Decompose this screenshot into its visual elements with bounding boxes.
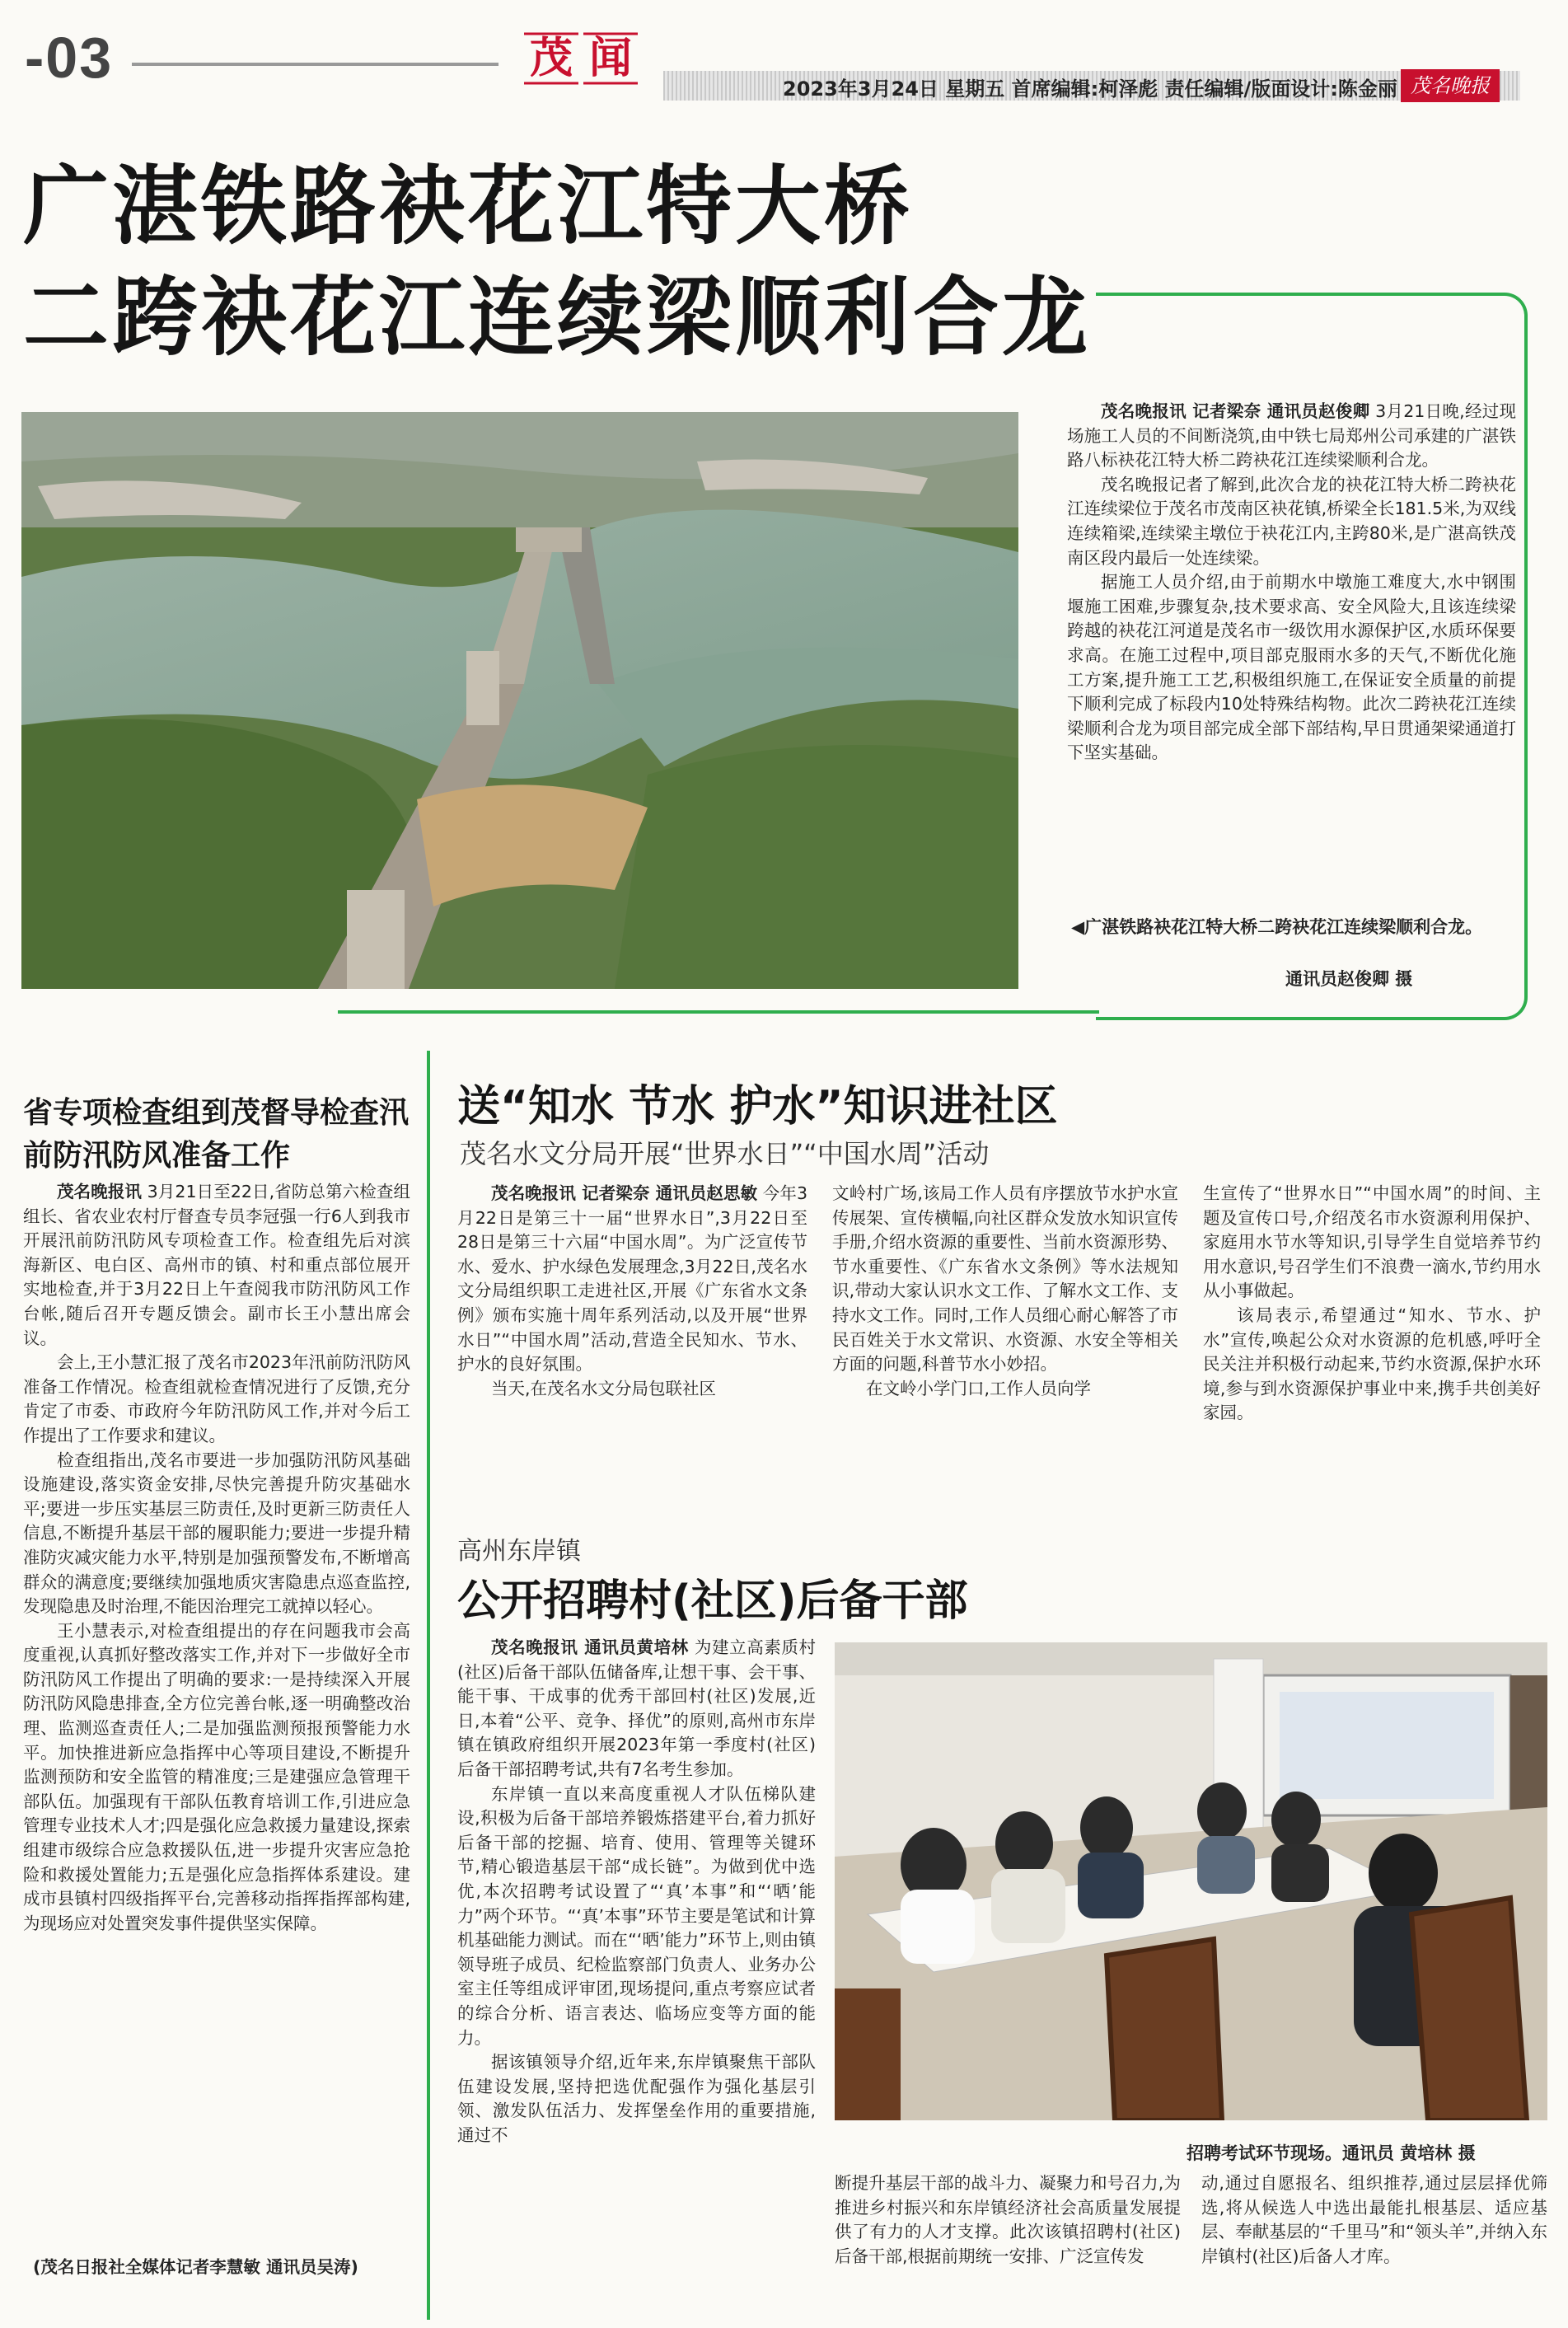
water-article-col1 [457, 1182, 807, 1401]
recruit-byline: 茂名晚报讯 通讯员黄培林 [491, 1637, 689, 1657]
recruit-article-col1 [457, 1636, 816, 2148]
recruit-col2-paragraph-1: 断提升基层干部的战斗力、凝聚力和号召力,为推进乡村振兴和东岸镇经济社会高质量发展提供了有力的人才支撑。此次该镇招聘村(社区)后备干部,根据前期统一安排、广泛宣传发 [835, 2173, 1181, 2266]
water-byline: 茂名晚报讯 记者梁奈 通讯员赵思敏 [491, 1183, 758, 1203]
header-meta: 2023年3月24日 星期五 首席编辑:柯泽彪 责任编辑/版面设计:陈金丽 [783, 77, 1397, 101]
left-paragraph-2: 会上,王小慧汇报了茂名市2023年汛前防汛防风准备工作情况。检查组就检查情况进行了反馈,充分肯定了市委、市政府今年防汛防风工作,并对今后工作提出了工作要求和建议。 [23, 1352, 410, 1445]
left-article-credit: (茂名日报社全媒体记者李慧敏 通讯员吴涛) [33, 2257, 358, 2277]
recruit-article-col3 [1201, 2171, 1547, 2269]
main-paragraph-1 [1067, 400, 1516, 473]
left-paragraph-4: 王小慧表示,对检查组提出的存在问题我市会高度重视,认真抓好整改落实工作,并对下一步做好全市防汛防风工作提出了明确的要求:一是持续深入开展防汛防风隐患排查,全方位完善台帐,逐一明确整改治理、监测巡查责任人;二是加强监测预报预警能力水平。加快推进新应急指挥中心等项目建设,不断提升监测预防和安全监管的精准度;三是建强应急管理干部队伍。加强现有干部队伍教育培训工作,引进应急管理专业技术人才;四是强化应急救援力量建设,探索组建市级综合应急救援队伍,进一步提升灾害应急抢险和救援处置能力;五是强化应急指挥体系建设。建成市县镇村四级指挥平台,完善移动指挥指挥部构建,为现场应对处置突发事件提供坚实保障。 [23, 1620, 410, 1933]
bridge-photo [21, 412, 1018, 989]
bridge-photo-caption: ◀广湛铁路袂花江特大桥二跨袂花江连续梁顺利合龙。 [1071, 917, 1483, 937]
recruit-col1-paragraph-1-text: 为建立高素质村(社区)后备干部队伍储备库,让想干事、会干事、能干事、干成事的优秀干部回村(社区)发展,近日,本着“公平、竞争、择优”的原则,高州市东岸镇在镇政府组织开展2023年第一季度村(社区)后备干部招聘考试,共有7名考生参加。 [457, 1637, 816, 1779]
exam-photo [835, 1642, 1547, 2120]
section-char-1: 茂 [529, 34, 573, 83]
main-byline: 茂名晚报讯 记者梁奈 通讯员赵俊卿 [1101, 401, 1370, 421]
recruit-article-title: 公开招聘村(社区)后备干部 [457, 1576, 968, 1626]
left-paragraph-1 [23, 1180, 410, 1351]
bridge-photo-credit: 通讯员赵俊卿 摄 [1285, 969, 1413, 989]
main-article-body [1067, 400, 1516, 766]
water-col1-paragraph-1 [457, 1182, 807, 1377]
section-char-2: 闻 [588, 34, 632, 83]
exam-photo-caption: 招聘考试环节现场。通讯员 黄培林 摄 [1187, 2143, 1476, 2163]
main-paragraph-3: 据施工人员介绍,由于前期水中墩施工难度大,水中钢围堰施工困难,步骤复杂,技术要求高、安全风险大,且该连续梁跨越的袂花江河道是茂名市一级饮用水源保护区,水质环保要求高。在施工过程中,项目部克服雨水多的天气,不断优化施工方案,提升施工工艺,积极组织施工,在保证安全质量的前提下顺利完成了标段内10处特殊结构物。此次二跨袂花江连续梁顺利合龙为项目部完成全部下部结构,早日贯通架梁通道打下坚实基础。 [1067, 572, 1516, 763]
recruit-col3-paragraph-1: 动,通过自愿报名、组织推荐,通过层层择优筛选,将从候选人中选出最能扎根基层、适应基层、奉献基层的“千里马”和“领头羊”,并纳入东岸镇村(社区)后备人才库。 [1201, 2173, 1547, 2266]
water-col3-paragraph-1: 生宣传了“世界水日”“中国水周”的时间、主题及宣传口号,介绍茂名市水资源利用保护、家庭用水节水等知识,引导学生自觉培养节约用水意识,号召学生们不浪费一滴水,节约用水从小事做起。 [1203, 1183, 1541, 1301]
water-col3-paragraph-2: 该局表示,希望通过“知水、节水、护水”宣传,唤起公众对水资源的危机感,呼吁全民关注并积极行动起来,节约水资源,保护水环境,参与到水资源保护事业中来,携手共创美好家园。 [1203, 1305, 1541, 1423]
newspaper-logo: 茂名晚报 [1401, 69, 1500, 102]
water-article-col3 [1203, 1182, 1541, 1426]
recruit-article-col2 [835, 2171, 1181, 2269]
section-tag [519, 29, 643, 88]
water-col1-paragraph-2: 当天,在茂名水文分局包联社区 [491, 1378, 717, 1398]
water-article-title: 送“知水 节水 护水”知识进社区 [457, 1082, 1058, 1131]
column-divider [427, 1051, 430, 2320]
water-col1-paragraph-1-text: 今年3月22日是第三十一届“世界水日”,3月22日至28日是第三十六届“中国水周”。为广泛宣传节水、爱水、护水绿色发展理念,3月22日,茂名水文分局组织职工走进社区,开展《广东省水文条例》颁布实施十周年系列活动,以及开展“世界水日”“中国水周”活动,营造全民知水、节水、护水的良好氛围。 [457, 1183, 807, 1375]
recruit-col1-paragraph-1 [457, 1636, 816, 1782]
left-article-title: 省专项检查组到茂督导检查汛前防汛防风准备工作 [23, 1096, 410, 1173]
recruit-article-kicker: 高州东岸镇 [457, 1537, 581, 1566]
water-col2-paragraph-2: 在文岭小学门口,工作人员向学 [866, 1378, 1092, 1398]
green-frame-bottom [338, 1010, 1099, 1014]
main-paragraph-1-text: 3月21日晚,经过现场施工人员的不间断浇筑,由中铁七局郑州公司承建的广湛铁路八标袂花江特大桥二跨袂花江连续梁顺利合龙。 [1067, 401, 1516, 471]
page-number: -03 [25, 26, 114, 90]
main-paragraph-2: 茂名晚报记者了解到,此次合龙的袂花江特大桥二跨袂花江连续梁位于茂名市茂南区袂花镇,桥梁全长181.5米,为双线连续箱梁,连续梁主墩位于袂花江内,主跨80米,是广湛高铁茂南区段内最后一处连续梁。 [1067, 474, 1516, 568]
left-byline: 茂名晚报讯 [57, 1182, 143, 1201]
header-rule [132, 63, 498, 66]
water-article-col2 [832, 1182, 1178, 1401]
recruit-col1-paragraph-3: 据该镇领导介绍,近年来,东岸镇聚焦干部队伍建设发展,坚持把选优配强作为强化基层引领、激发队伍活力、发挥堡垒作用的重要措施,通过不 [457, 2052, 816, 2145]
water-article-subtitle: 茂名水文分局开展“世界水日”“中国水周”活动 [460, 1138, 990, 1169]
left-article-body [23, 1180, 410, 1936]
left-paragraph-1-text: 3月21日至22日,省防总第六检查组组长、省农业农村厅督查专员李冠强一行6人到我市开展汛前防汛防风专项检查工作。检查组先后对滨海新区、电白区、高州市的镇、村和重点部位展开实地检查,并于3月22日上午查阅我市防汛防风工作台帐,随后召开专题反馈会。副市长王小慧出席会议。 [23, 1182, 411, 1348]
left-paragraph-3: 检查组指出,茂名市要进一步加强防汛防风基础设施建设,落实资金安排,尽快完善提升防灾基础水平;要进一步压实基层三防责任,及时更新三防责任人信息,不断提升基层干部的履职能力;要进一步提升精准防灾减灾能力水平,特别是加强预警发布,不断增高群众的满意度;要继续加强地质灾害隐患点巡查监控,发现隐患及时治理,不能因治理完工就掉以轻心。 [23, 1450, 410, 1617]
main-headline-line1: 广湛铁路袂花江特大桥 [23, 156, 914, 256]
water-col2-paragraph-1: 文岭村广场,该局工作人员有序摆放节水护水宣传展架、宣传横幅,向社区群众发放水知识宣传手册,介绍水资源的重要性、当前水资源形势、节水重要性、《广东省水文条例》等水法规知识,带动大家认识水文工作、了解水文工作、支持水文工作。同时,工作人员细心耐心解答了市民百姓关于水文常识、水资源、水安全等相关方面的问题,科普节水小妙招。 [832, 1183, 1178, 1375]
main-headline-line2: 二跨袂花江连续梁顺利合龙 [23, 267, 1092, 368]
recruit-col1-paragraph-2: 东岸镇一直以来高度重视人才队伍梯队建设,积极为后备干部培养锻炼搭建平台,着力抓好后备干部的挖掘、培育、使用、管理等关键环节,精心锻造基层干部“成长链”。为做到优中选优,本次招聘考试设置了“‘真’本事”和“‘晒’能力”两个环节。“‘真’本事”环节主要是笔试和计算机基础能力测试。而在“‘晒’能力”环节上,则由镇领导班子成员、纪检监察部门负责人、业务办公室主任等组成评审团,现场提问,重点考察应试者的综合分析、语言表达、临场应变等方面的能力。 [457, 1783, 816, 2048]
